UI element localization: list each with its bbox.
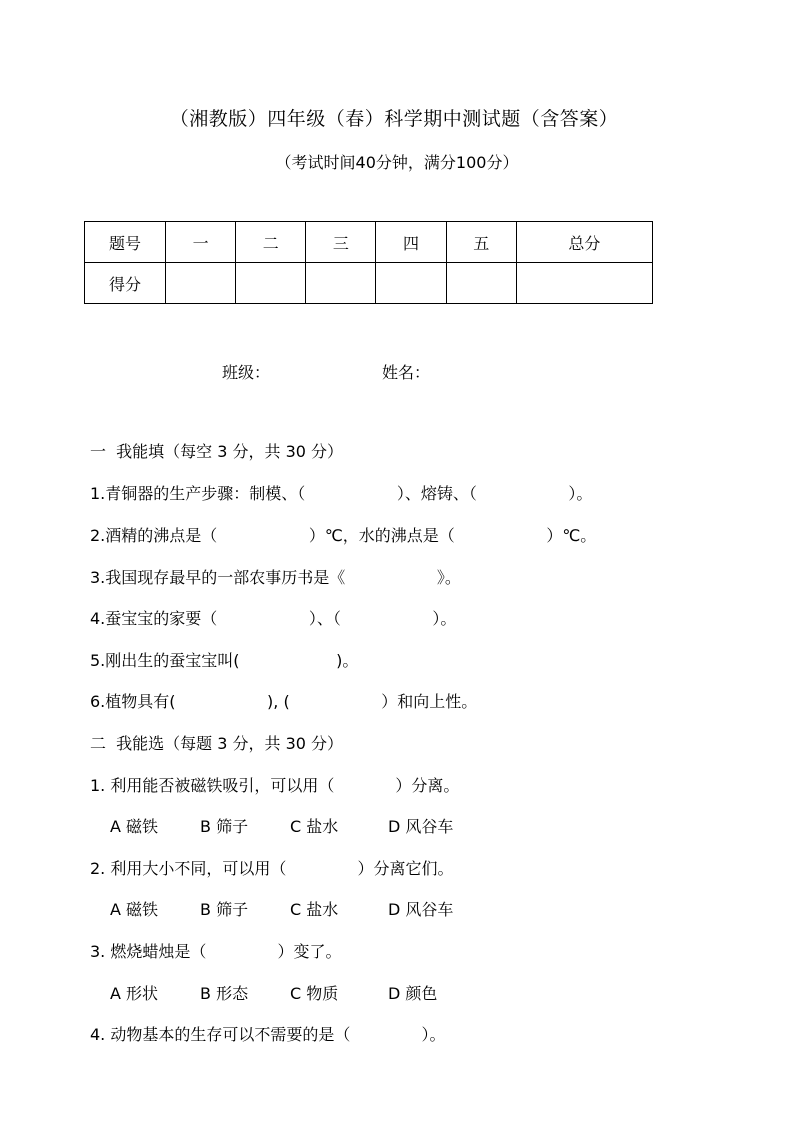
score-table-header-row xyxy=(85,222,653,263)
score-header-cell: 一 xyxy=(166,222,236,263)
choice-question: 4. 动物基本的生存可以不需要的是（ ）。 xyxy=(90,1025,446,1044)
page-title: （湘教版）四年级（春）科学期中测试题（含答案） xyxy=(169,108,619,130)
score-cell[interactable] xyxy=(306,263,376,304)
score-header-cell: 五 xyxy=(446,222,516,263)
score-cell[interactable] xyxy=(446,263,516,304)
choice-option: D 风谷车 xyxy=(388,900,454,919)
choice-question: 2. 利用大小不同，可以用（ ）分离它们。 xyxy=(90,859,454,878)
choice-question: 3. 燃烧蜡烛是（ ）变了。 xyxy=(90,942,342,961)
choice-option: B 筛子 xyxy=(200,817,249,836)
score-header-cell: 二 xyxy=(236,222,306,263)
score-table xyxy=(84,221,653,304)
fill-question: 6.植物具有( ), ( ）和向上性。 xyxy=(90,692,478,711)
name-label: 姓名： xyxy=(382,363,431,382)
choice-option: C 盐水 xyxy=(290,817,339,836)
score-cell[interactable] xyxy=(166,263,236,304)
fill-question: 3.我国现存最早的一部农事历书是《 》。 xyxy=(90,568,461,587)
score-table-score-row xyxy=(85,263,653,304)
fill-question: 5.刚出生的蚕宝宝叫( )。 xyxy=(90,651,359,670)
page-subtitle: （考试时间40分钟，满分100分） xyxy=(275,153,519,172)
section2-heading: 二 我能选（每题 3 分，共 30 分） xyxy=(90,734,344,753)
choice-option: A 形状 xyxy=(110,984,159,1003)
score-header-cell: 四 xyxy=(376,222,446,263)
class-label: 班级： xyxy=(222,363,271,382)
choice-option: A 磁铁 xyxy=(110,817,159,836)
choice-option: D 颜色 xyxy=(388,984,438,1003)
choice-option: C 盐水 xyxy=(290,900,339,919)
choice-question: 1. 利用能否被磁铁吸引，可以用（ ）分离。 xyxy=(90,776,460,795)
choice-option: A 磁铁 xyxy=(110,900,159,919)
score-cell[interactable] xyxy=(516,263,652,304)
fill-question: 2.酒精的沸点是（ ）℃，水的沸点是（ ）℃。 xyxy=(90,526,597,545)
score-cell[interactable] xyxy=(236,263,306,304)
choice-option: B 筛子 xyxy=(200,900,249,919)
score-header-cell: 总分 xyxy=(516,222,652,263)
score-header-cell: 题号 xyxy=(85,222,166,263)
score-row-label: 得分 xyxy=(85,263,166,304)
fill-question: 4.蚕宝宝的家要（ ）、（ ）。 xyxy=(90,609,457,628)
choice-option: C 物质 xyxy=(290,984,339,1003)
section1-heading: 一 我能填（每空 3 分，共 30 分） xyxy=(90,442,344,461)
choice-option: D 风谷车 xyxy=(388,817,454,836)
score-cell[interactable] xyxy=(376,263,446,304)
fill-question: 1.青铜器的生产步骤：制模、（ ）、熔铸、（ ）。 xyxy=(90,484,593,503)
choice-option: B 形态 xyxy=(200,984,249,1003)
score-header-cell: 三 xyxy=(306,222,376,263)
